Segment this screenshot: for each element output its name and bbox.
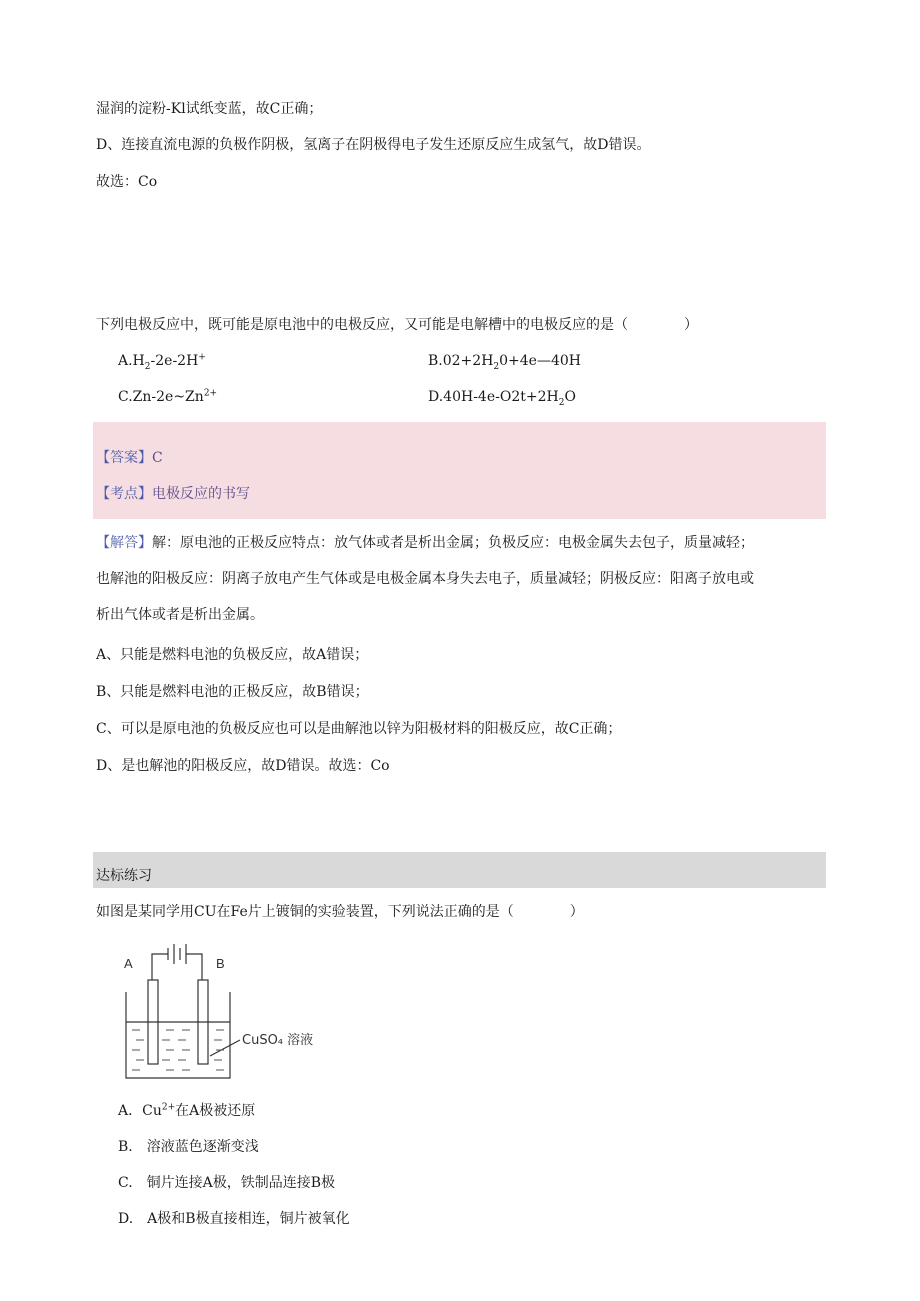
point-tag: 【考点】 [96,486,152,502]
answer-value: C [152,450,163,466]
answer-line [96,448,163,468]
option-c: $C.Zn-2e\sim Zn^{2+}$ [118,388,218,405]
electrode-b-label: B [216,956,225,971]
electroplating-apparatus-figure [118,938,333,1088]
explanation-d: D、是也解池的阳极反应，故D错误。故选：Co [96,758,390,774]
prev-text-line-3: 故选：Co [96,174,158,190]
question-2-stem: 如图是某同学用CU在Fe片上镀铜的实验装置，下列说法正确的是（ ） [96,904,584,920]
electrode-a-label: A [124,956,133,971]
explanation-a: A、只能是燃料电池的负极反应，故A错误； [96,647,369,663]
analysis-line-3: 析出气体或者是析出金属。 [96,607,264,623]
point-value: 电极反应的书写 [152,486,250,502]
explanation-b: B、只能是燃料电池的正极反应，故B错误； [96,684,369,700]
question-2-option-a: A．$Cu^{2+}$在A极被还原 [118,1102,256,1119]
question-1-stem: 下列电极反应中，既可能是原电池中的电极反应，又可能是电解槽中的电极反应的是（ ） [96,317,698,333]
explanation-c: C、可以是原电池的负极反应也可以是曲解池以锌为阳极材料的阳极反应，故C正确； [96,721,622,737]
question-2-option-c: C. 铜片连接A极，铁制品连接B极 [118,1175,336,1191]
knowledge-point-line [96,484,250,504]
answer-tag: 【答案】 [96,450,152,466]
section-header-bar [93,852,826,888]
question-2-option-d: D. A极和B极直接相连，铜片被氧化 [118,1211,350,1227]
prev-text-line-2: D、连接直流电源的负极作阴极，氢离子在阴极得电子发生还原反应生成氢气，故D错误。 [96,137,651,153]
solution-label: CuSO₄ 溶液 [242,1033,314,1048]
question-2-option-b: B. 溶液蓝色逐渐变浅 [118,1139,259,1155]
prev-text-line-1: 湿润的淀粉-Kl试纸变蓝，故C正确； [96,101,323,117]
analysis-line-2: 也解池的阳极反应：阴离子放电产生气体或是电极金属本身失去电子，质量减轻；阴极反应：阳离子放电或 [96,571,754,587]
section-title: 达标练习 [96,868,152,884]
option-a: $A.H_2-2e-2H^+$ [118,352,206,372]
analysis-tag: 【解答】 [96,535,152,551]
answer-box [93,422,826,519]
option-d: $D.40H-4e-O2t+2H_2O$ [428,389,576,408]
option-b: $B.02+2H_20+4e—40H$ [428,353,581,372]
analysis-line-1: 【解答】解：原电池的正极反应特点：放气体或者是析出金属；负极反应：电极金属失去包子，质量减轻； [96,535,754,551]
